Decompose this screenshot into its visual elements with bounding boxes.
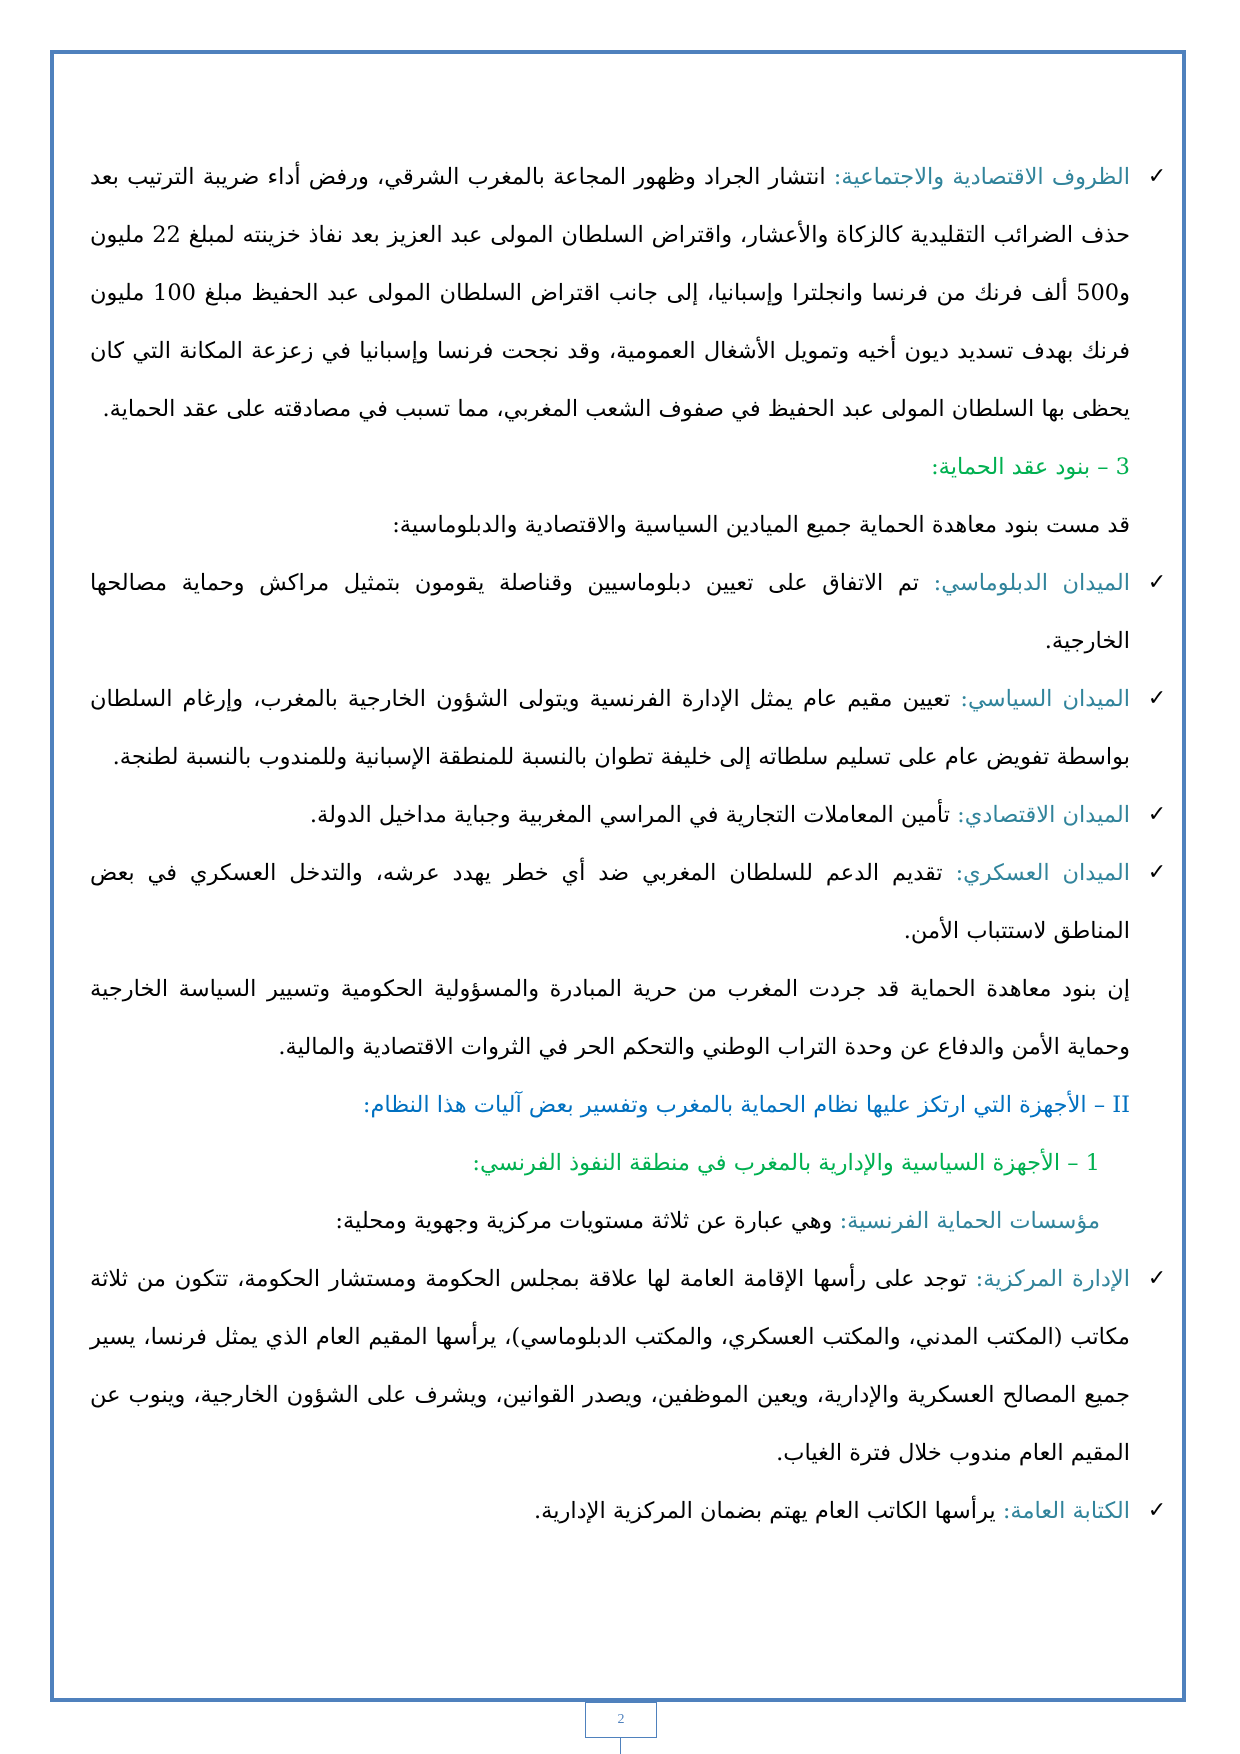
check-mark-icon: ✓ (1147, 686, 1167, 711)
paragraph-general-secretariat (90, 1482, 1167, 1540)
paragraph-military-field (90, 844, 1167, 960)
section-heading-protectorate-bodies: II – الأجهزة التي ارتكز عليها نظام الحماية بالمغرب وتفسير بعض آليات هذا النظام: (362, 1092, 1130, 1118)
paragraph-text: تعيين مقيم عام يمثل الإدارة الفرنسية ويتولى الشؤون الخارجية بالمغرب، وإرغام السلطان بواسطة تفويض عام على تسليم سلطاته إلى خليفة تطوان بالنسبة للمنطقة الإسبانية وللمندوب بالنسبة لطنجة. (90, 686, 1130, 770)
paragraph-label: الإدارة المركزية: (975, 1266, 1130, 1292)
check-mark-icon: ✓ (1147, 570, 1167, 595)
paragraph-text: يرأسها الكاتب العام يهتم بضمان المركزية الإدارية. (534, 1498, 1003, 1524)
page-number: 2 (585, 1702, 657, 1738)
section-heading-protectorate-terms: 3 – بنود عقد الحماية: (931, 454, 1130, 480)
paragraph-label: الميدان الدبلوماسي: (933, 570, 1130, 596)
paragraph-text: تأمين المعاملات التجارية في المراسي المغربية وجباية مداخيل الدولة. (309, 802, 958, 828)
subsection-heading-french-zone: 1 – الأجهزة السياسية والإدارية بالمغرب في منطقة النفوذ الفرنسي: (472, 1150, 1100, 1176)
check-mark-icon: ✓ (1147, 802, 1167, 827)
paragraph-text: انتشار الجراد وظهور المجاعة بالمغرب الشرقي، ورفض أداء ضريبة الترتيب بعد حذف الضرائب التقليدية كالزكاة والأعشار، واقتراض السلطان المولى عبد العزيز بعد نفاذ خزينته لمبلغ 22 مليون و500 ألف فرنك من فرنسا وانجلترا وإسبانيا، إلى جانب اقتراض السلطان المولى عبد الحفيظ مبلغ 100 مليون فرنك بهدف تسديد ديون أخيه وتمويل الأشغال العمومية، وقد نجحت فرنسا وإسبانيا في زعزعة المكانة التي كان يحظى بها السلطان المولى عبد الحفيظ في صفوف الشعب المغربي، مما تسبب في مصادقته على عقد الحماية. (90, 164, 1130, 422)
paragraph-political-field (90, 670, 1167, 786)
paragraph-economic-social-conditions (90, 148, 1167, 438)
check-mark-icon: ✓ (1147, 860, 1167, 885)
paragraph-label: مؤسسات الحماية الفرنسية: (839, 1208, 1100, 1234)
paragraph-text: تقديم الدعم للسلطان المغربي ضد أي خطر يهدد عرشه، والتدخل العسكري في بعض المناطق لاستتباب الأمن. (90, 860, 1130, 944)
paragraph-central-administration (90, 1250, 1167, 1482)
check-mark-icon: ✓ (1147, 164, 1167, 189)
check-mark-icon: ✓ (1147, 1266, 1167, 1291)
check-mark-icon: ✓ (1147, 1498, 1167, 1523)
paragraph-text: وهي عبارة عن ثلاثة مستويات مركزية وجهوية ومحلية: (335, 1208, 840, 1234)
document-body (90, 148, 1167, 1540)
paragraph-label: الكتابة العامة: (1002, 1498, 1130, 1524)
paragraph-intro-terms: قد مست بنود معاهدة الحماية جميع الميادين السياسية والاقتصادية والدبلوماسية: (392, 512, 1130, 538)
paragraph-label: الميدان السياسي: (960, 686, 1130, 712)
paragraph-label: الظروف الاقتصادية والاجتماعية: (833, 164, 1130, 190)
paragraph-label: الميدان الاقتصادي: (957, 802, 1130, 828)
paragraph-text: توجد على رأسها الإقامة العامة لها علاقة بمجلس الحكومة ومستشار الحكومة، تتكون من ثلاثة مكاتب (المكتب المدني، والمكتب العسكري، والمكتب الدبلوماسي)، يرأسها المقيم العام الذي يمثل فرنسا، يسير جميع المصالح العسكرية والإدارية، ويعين الموظفين، ويصدر القوانين، ويشرف على الشؤون الخارجية، وينوب عن المقيم العام مندوب خلال فترة الغياب. (90, 1266, 1130, 1466)
page-number-connector (620, 1738, 621, 1754)
paragraph-conclusion-terms: إن بنود معاهدة الحماية قد جردت المغرب من حرية المبادرة والمسؤولية الحكومية وتسيير السياسة الخارجية وحماية الأمن والدفاع عن وحدة التراب الوطني والتحكم الحر في الثروات الاقتصادية والمالية. (90, 976, 1130, 1060)
paragraph-economic-field (90, 786, 1167, 844)
paragraph-text: تم الاتفاق على تعيين دبلوماسيين وقناصلة يقومون بتمثيل مراكش وحماية مصالحها الخارجية. (90, 570, 1130, 654)
paragraph-label: الميدان العسكري: (955, 860, 1130, 886)
paragraph-french-institutions (90, 1192, 1130, 1250)
paragraph-diplomatic-field (90, 554, 1167, 670)
